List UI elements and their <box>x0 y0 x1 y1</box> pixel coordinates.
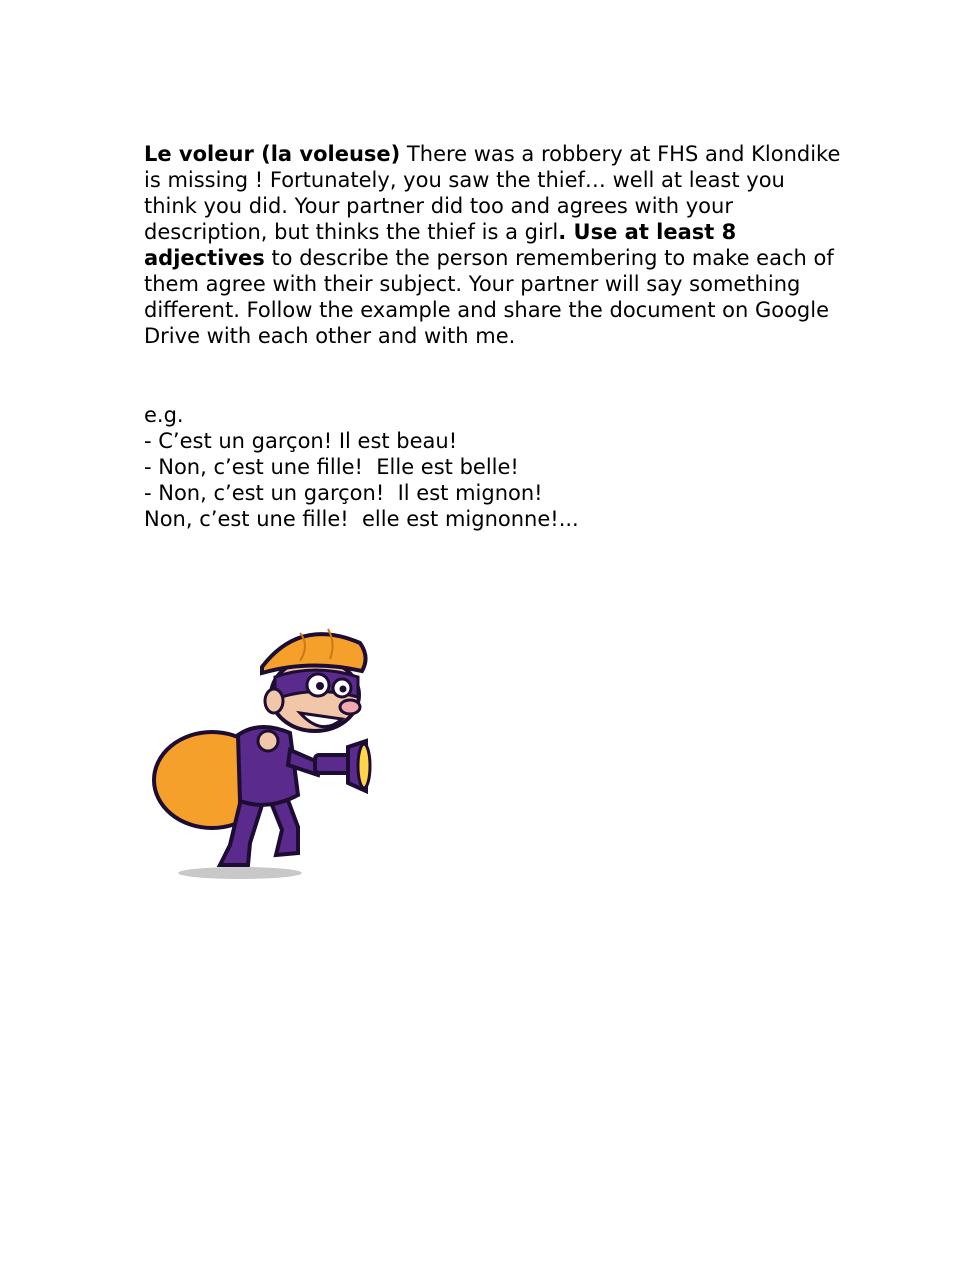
example-line: - Non, c’est un garçon! Il est mignon! <box>144 481 543 505</box>
example-line: Non, c’est une fille! elle est mignonne!... <box>144 507 579 531</box>
example-line: - C’est un garçon! Il est beau! <box>144 429 458 453</box>
example-dialogue <box>144 402 844 532</box>
example-label: e.g. <box>144 403 184 427</box>
instructions-emphasis: . Use at least 8 adjectives <box>144 220 737 270</box>
example-line: - Non, c’est une fille! Elle est belle! <box>144 455 519 479</box>
thief-illustration-icon <box>150 615 380 890</box>
instructions-text-1: There was a robbery at FHS and Klondike is missing ! Fortunately, you saw the thief… well at least you think you did. Your partner did too and agrees with your description, but thinks the thief is a girl <box>144 142 841 244</box>
instructions-text-2: to describe the person remembering to make each of them agree with their subject. Your partner will say something different. Follow the example and share the document on Google Drive with each other and with me. <box>144 246 834 348</box>
activity-title: Le voleur (la voleuse) <box>144 142 401 166</box>
instructions-paragraph <box>144 141 844 349</box>
